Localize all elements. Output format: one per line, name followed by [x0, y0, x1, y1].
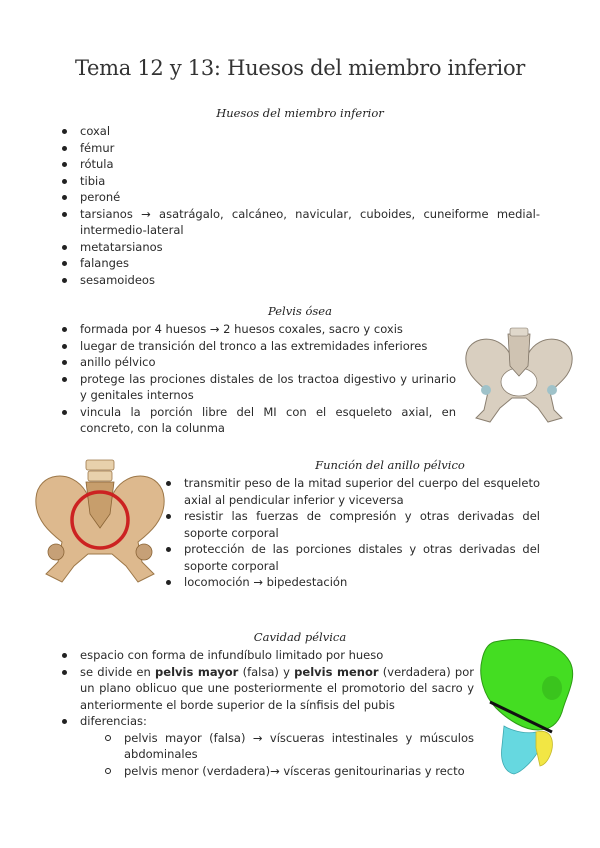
list-item: tarsianos → asatrágalo, calcáneo, navicular, cuboides, cuneiforme medial-intermedio-lateral	[58, 206, 540, 239]
pelvic-ring-illustration	[30, 458, 170, 586]
list-item: formada por 4 huesos → 2 huesos coxales, sacro y coxis	[58, 321, 456, 338]
section-heading-pelvis: Pelvis ósea	[268, 304, 332, 318]
list-item: metatarsianos	[58, 239, 540, 256]
list-item: locomoción → bipedestación	[162, 574, 540, 591]
page-title: Tema 12 y 13: Huesos del miembro inferior	[74, 56, 526, 80]
bones-list	[58, 123, 540, 288]
list-item: protección de las porciones distales y otras derivadas del soporte corporal	[162, 541, 540, 574]
term-pelvis-menor: pelvis menor	[294, 664, 379, 679]
list-item: espacio con forma de infundíbulo limitado por hueso	[58, 647, 474, 664]
pelvis-front-illustration	[458, 326, 580, 424]
text-span: diferencias:	[80, 714, 147, 728]
list-item: anillo pélvico	[58, 354, 456, 371]
list-item: coxal	[58, 123, 540, 140]
list-item: resistir las fuerzas de compresión y otras derivadas del soporte corporal	[162, 508, 540, 541]
list-item: falanges	[58, 255, 540, 272]
text-span: se divide en	[80, 664, 156, 679]
ring-function-list	[162, 475, 540, 591]
list-item: sesamoideos	[58, 272, 540, 289]
section-heading-ring-function: Función del anillo pélvico	[315, 458, 465, 472]
differences-sublist	[102, 730, 474, 780]
term-pelvis-mayor: pelvis mayor	[155, 664, 239, 679]
list-item: luegar de transición del tronco a las extremidades inferiores	[58, 338, 456, 355]
list-item: transmitir peso de la mitad superior del cuerpo del esqueleto axial al pendicular inferior y viceversa	[162, 475, 540, 508]
hip-bone-lateral-illustration	[474, 636, 580, 778]
section-heading-pelvic-cavity: Cavidad pélvica	[253, 630, 347, 644]
pelvis-list	[58, 321, 456, 437]
section-heading-bones: Huesos del miembro inferior	[216, 106, 384, 120]
text-span: (falsa) y	[238, 664, 295, 679]
pelvic-cavity-list	[58, 647, 474, 779]
sub-list-item: pelvis mayor (falsa) → víscueras intestinales y músculos abdominales	[102, 730, 474, 763]
list-item	[58, 664, 474, 714]
list-item	[58, 713, 474, 779]
list-item: tibia	[58, 173, 540, 190]
list-item: peroné	[58, 189, 540, 206]
list-item: fémur	[58, 140, 540, 157]
list-item: protege las prociones distales de los tractoa digestivo y urinario y genitales internos	[58, 371, 456, 404]
list-item: vincula la porción libre del MI con el esqueleto axial, en concreto, con la colunma	[58, 404, 456, 437]
text-span: (verdadera) por un plano oblicuo que une posteriormente el promotorio del sacro y anteriormente el borde superior de la sínfisis del pubis	[80, 664, 474, 712]
sub-list-item: pelvis menor (verdadera)→ vísceras genitourinarias y recto	[102, 763, 474, 780]
list-item: rótula	[58, 156, 540, 173]
